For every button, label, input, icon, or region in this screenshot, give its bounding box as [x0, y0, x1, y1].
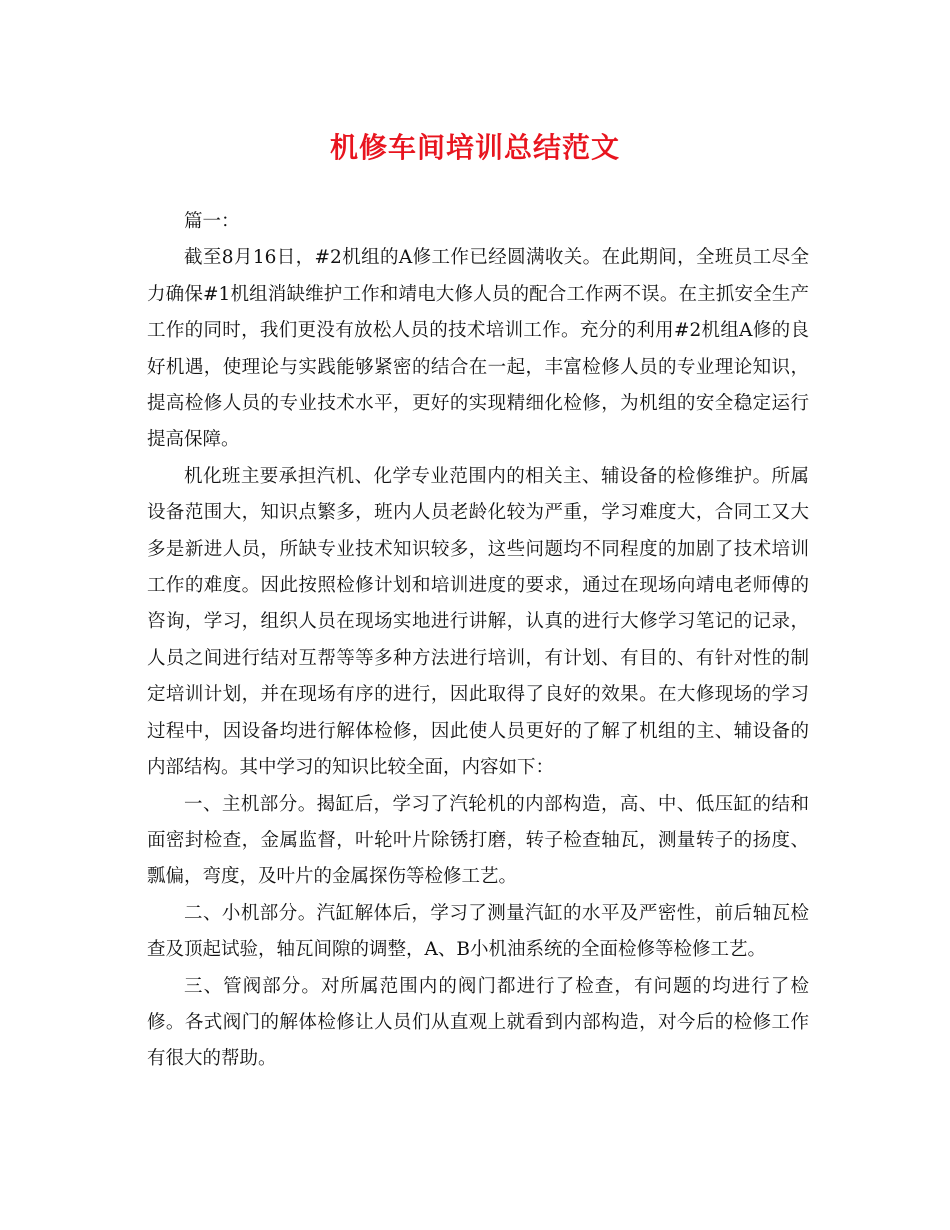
- document-body: [147, 204, 809, 1078]
- document-title: 机修车间培训总结范文: [329, 131, 620, 164]
- paragraph-1: 截至8月16日，#2机组的A修工作已经圆满收关。在此期间，全班员工尽全力确保#1机组消缺维护工作和靖电大修人员的配合工作两不误。在主抓安全生产工作的同时，我们更没有放松人员的技术培训工作。充分的利用#2机组A修的良好机遇，使理论与实践能够紧密的结合在一起，丰富检修人员的专业理论知识，提高检修人员的专业技术水平，更好的实现精细化检修，为机组的安全稳定运行提高保障。: [147, 247, 809, 451]
- section-label: 篇一：: [184, 211, 240, 232]
- paragraph-2: 机化班主要承担汽机、化学专业范围内的相关主、辅设备的检修维护。所属设备范围大，知识点繁多，班内人员老龄化较为严重，学习难度大，合同工又大多是新进人员，所缺专业技术知识较多，这些问题均不同程度的加剧了技术培训工作的难度。因此按照检修计划和培训进度的要求，通过在现场向靖电老师傅的咨询，学习，组织人员在现场实地进行讲解，认真的进行大修学习笔记的记录，人员之间进行结对互帮等等多种方法进行培训，有计划、有目的、有针对性的制定培训计划，并在现场有序的进行，因此取得了良好的效果。在大修现场的学习过程中，因设备均进行解体检修，因此使人员更好的了解了机组的主、辅设备的内部结构。其中学习的知识比较全面，内容如下：: [147, 465, 809, 779]
- paragraph-3: 一、主机部分。揭缸后，学习了汽轮机的内部构造，高、中、低压缸的结和面密封检查，金属监督，叶轮叶片除锈打磨，转子检查轴瓦，测量转子的扬度、瓢偏，弯度，及叶片的金属探伤等检修工艺。: [147, 793, 809, 888]
- paragraph-4: 二、小机部分。汽缸解体后，学习了测量汽缸的水平及严密性，前后轴瓦检查及顶起试验，轴瓦间隙的调整，A、B小机油系统的全面检修等检修工艺。: [147, 902, 809, 961]
- paragraph-5: 三、管阀部分。对所属范围内的阀门都进行了检查，有问题的均进行了检修。各式阀门的解体检修让人员们从直观上就看到内部构造，对今后的检修工作有很大的帮助。: [147, 975, 809, 1070]
